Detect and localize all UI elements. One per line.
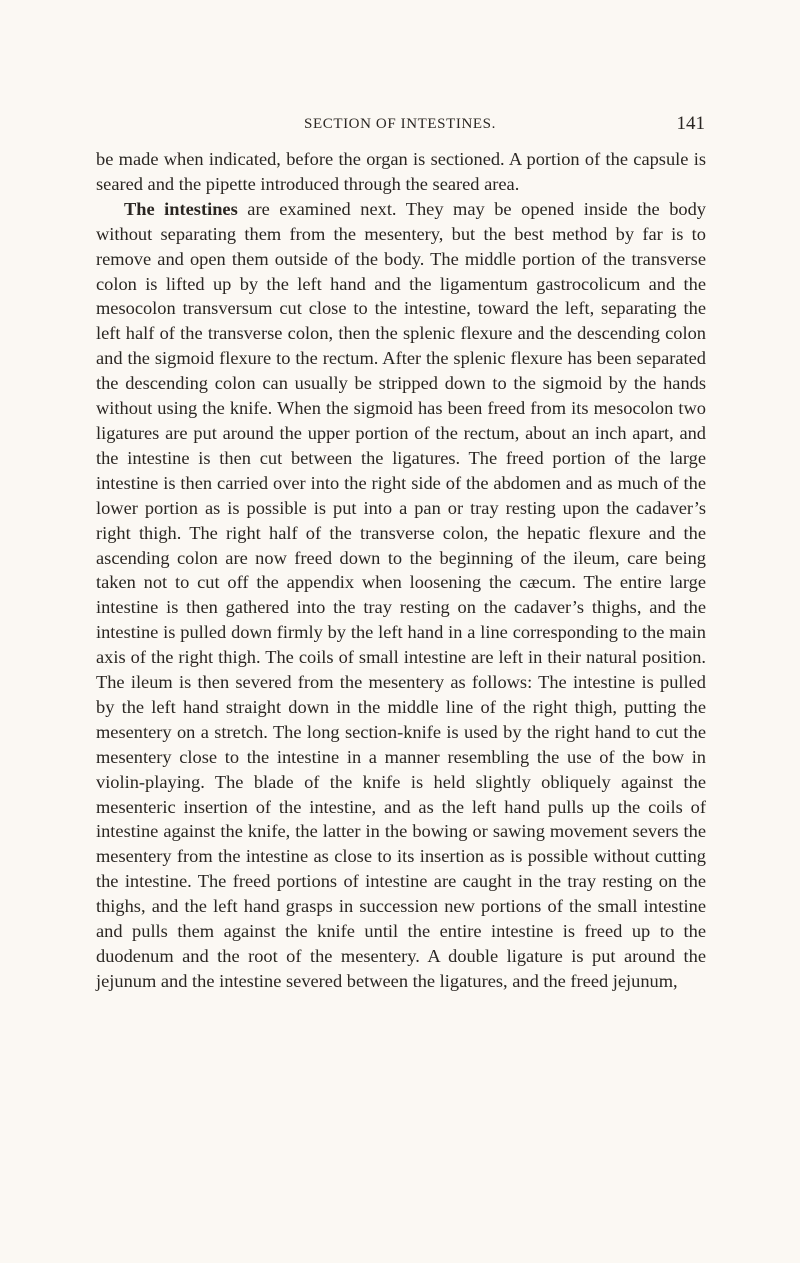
running-title: SECTION OF INTESTINES. [304, 116, 496, 132]
paragraph-lead-term: The intestines [124, 198, 238, 219]
running-head [95, 114, 705, 138]
page-number: 141 [676, 113, 705, 134]
body-text [96, 147, 706, 994]
paragraph-intestines [96, 197, 706, 994]
paragraph-continued: be made when indicated, before the organ is sectioned. A portion of the capsule is seared and the pipette introduced through the seared area. [96, 149, 706, 194]
paragraph-text: are examined next. They may be opened inside the body without separating them from the mesentery, but the best method by far is to remove and open them outside of the body. The middle portion of the transverse colon is lifted up by the left hand and the ligamentum gastrocolicum and the mesocolon transversum cut close to the intestine, toward the left, separating the left half of the transverse colon, then the splenic flexure and the descending colon and the sigmoid flexure to the rectum. After the splenic flexure has been separated the descending colon can usually be stripped down to the sigmoid by the hands without using the knife. When the sigmoid has been freed from its mesocolon two ligatures are put around the upper portion of the rectum, about an inch apart, and the intestine is then cut between the ligatures. The freed portion of the large intestine is then carried over into the right side of the abdomen and as much of the lower portion as is possible is put into a pan or tray resting upon the cadaver’s right thigh. The right half of the transverse colon, the hepatic flexure and the ascending colon are now freed down to the beginning of the ileum, care being taken not to cut off the appendix when loosening the cæcum. The entire large intestine is then gathered into the tray resting on the cadaver’s thighs, and the intestine is pulled down firmly by the left hand in a line corresponding to the main axis of the right thigh. The coils of small intestine are left in their natural position. The ileum is then severed from the mesentery as follows: The intestine is pulled by the left hand straight down in the middle line of the right thigh, putting the mesentery on a stretch. The long section-knife is used by the right hand to cut the mesentery close to the intestine in a manner resembling the use of the bow in violin-playing. The blade of the knife is held slightly obliquely against the mesenteric insertion of the intestine, and as the left hand pulls up the coils of intestine against the knife, the latter in the bowing or sawing movement severs the mesentery from the intestine as close to its insertion as is possible without cutting the intestine. The freed portions of intestine are caught in the tray resting on the thighs, and the left hand grasps in succession new portions of the small intestine and pulls them against the knife until the entire intestine is freed up to the duodenum and the root of the mesentery. A double ligature is put around the jejunum and the intestine severed between the ligatures, and the freed jejunum, [96, 198, 706, 991]
